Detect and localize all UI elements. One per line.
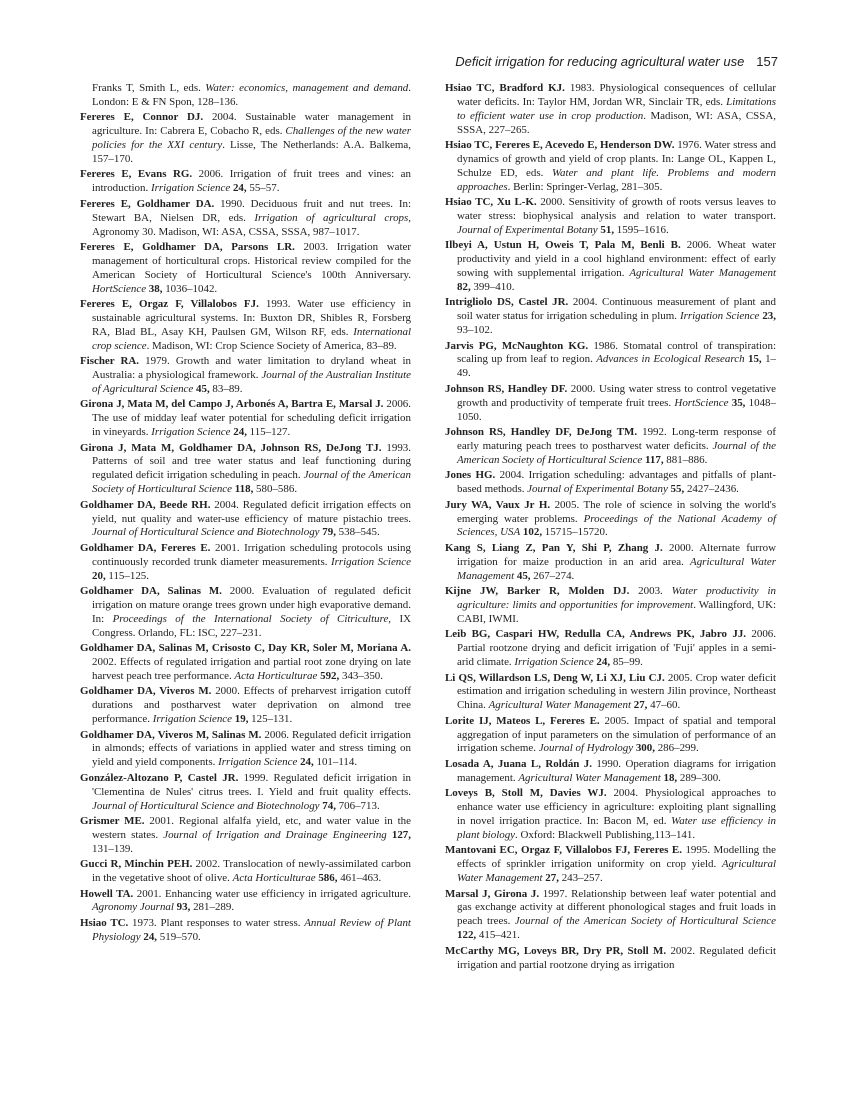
reference-authors: Girona J, Mata M, del Campo J, Arbonés A, Bartra E, Marsal J.: [80, 398, 384, 411]
reference-source: Irrigation Science: [514, 656, 594, 668]
reference-source: Journal of the American Society of Horticultural Science: [514, 915, 776, 928]
reference-text: , IX Congress. Orlando, FL: ISC, 227–231.: [92, 612, 411, 639]
reference-pages: 415–421.: [476, 929, 520, 942]
reference-authors: Kijne JW, Barker R, Molden DJ.: [445, 585, 630, 598]
reference-entry: [80, 398, 411, 440]
reference-text: 1992. Long-term response of early maturing peach trees to postharvest water deficits.: [457, 426, 776, 452]
reference-source: Water: economics, management and demand: [205, 82, 409, 94]
reference-source: Agricultural Water Management: [488, 699, 631, 712]
running-head: [72, 54, 778, 69]
reference-authors: Lorite IJ, Mateos L, Fereres E.: [445, 714, 600, 727]
reference-pages: 115–125.: [105, 569, 150, 582]
reference-text: 2001. Enhancing water use efficiency in irrigated agriculture.: [133, 887, 411, 900]
reference-source: Irrigation Science: [330, 555, 411, 568]
reference-text: 1983. Physiological consequences of cellular water deficits. In: Taylor HM, Jordan WR, Sinclair TR, eds.: [457, 82, 776, 108]
reference-source: Journal of Hydrology: [538, 742, 634, 755]
reference-text: 1986. Stomatal control of transpiration: scaling up from leaf to region.: [457, 339, 777, 366]
reference-text: 2000. Effects of preharvest irrigation cutoff durations and postharvest water deprivation on almond tree performance.: [92, 685, 411, 726]
reference-text: 1997. Relationship between leaf water potential and gas exchange activity at different phonological stages and fruit loads in peach trees.: [457, 887, 776, 928]
reference-source: Water productivity in agriculture: limits and opportunities for improvement: [457, 585, 776, 611]
reference-text: . Madison, WI: Crop Science Society of America, 83–89.: [146, 339, 397, 352]
reference-authors: Fischer RA.: [80, 355, 140, 368]
reference-pages: 881–886.: [663, 453, 708, 466]
running-title: Deficit irrigation for reducing agricultural water use: [455, 54, 745, 69]
reference-pages: 538–545.: [335, 526, 380, 539]
reference-source: Irrigation Science: [218, 756, 298, 769]
reference-volume: 118,: [234, 483, 254, 496]
reference-source: Irrigation Science: [150, 182, 231, 195]
reference-source: Irrigation Science: [151, 426, 231, 439]
reference-text: 2006. Irrigation of fruit trees and vines: an introduction.: [92, 168, 411, 195]
reference-volume: 592,: [320, 669, 340, 682]
reference-source: Agricultural Water Management: [457, 555, 776, 582]
reference-text: 2000. Alternate furrow irrigation for maize production in an arid area.: [457, 541, 776, 568]
reference-text: 2004. Sustainable water management in agriculture. In: Cabrera E, Cobacho R, eds.: [92, 111, 411, 138]
reference-entry: [445, 469, 776, 497]
reference-volume: 24,: [233, 426, 247, 439]
reference-entry: [445, 715, 776, 757]
reference-text: 2006. The use of midday leaf water potential for scheduling deficit irrigation in vineyards.: [92, 398, 412, 439]
reference-pages: 85–99.: [610, 656, 643, 668]
reference-entry: [80, 917, 411, 945]
reference-authors: Goldhamer DA, Fereres E.: [80, 541, 211, 554]
reference-volume: 93,: [176, 901, 191, 914]
reference-pages: 131–139.: [92, 842, 134, 855]
reference-entry: [80, 198, 411, 240]
reference-text: . Wallingford, UK: CABI, IWMI.: [457, 598, 777, 625]
reference-pages: 286–299.: [654, 742, 699, 755]
reference-pages: 93–102.: [457, 324, 493, 337]
reference-authors: Hsiao TC.: [80, 917, 129, 929]
reference-volume: 45,: [516, 569, 531, 582]
reference-source: Limitations to efficient water use in crop production: [457, 95, 776, 122]
reference-authors: Intrigliolo DS, Castel JR.: [445, 296, 569, 309]
reference-column-left: [80, 82, 411, 946]
reference-volume: 15,: [747, 353, 762, 366]
reference-entry: [445, 239, 776, 294]
reference-pages: 343–350.: [339, 669, 383, 682]
reference-pages: 1595–1616.: [614, 223, 669, 236]
reference-volume: 74,: [322, 799, 336, 812]
reference-text: 2005. The role of science in solving the world's emerging water problems.: [457, 498, 776, 525]
reference-volume: 55,: [670, 483, 685, 496]
reference-pages: 55–57.: [246, 182, 280, 195]
reference-pages: 1036–1042.: [162, 282, 218, 295]
reference-volume: 102,: [522, 526, 543, 539]
reference-authors: Johnson RS, Handley DF.: [445, 382, 568, 395]
reference-source: Journal of Irrigation and Drainage Engineering: [163, 828, 387, 841]
reference-source: Journal of the American Society of Horticultural Science: [457, 439, 776, 466]
reference-entry: [80, 82, 411, 110]
reference-volume: 24,: [596, 656, 611, 668]
reference-authors: Losada A, Juana L, Roldán J.: [445, 757, 593, 770]
reference-pages: 1048–1050.: [457, 396, 776, 423]
reference-entry: [80, 298, 411, 353]
reference-text: . Berlin: Springer-Verlag, 281–305.: [507, 180, 663, 193]
reference-authors: Ilbeyi A, Ustun H, Oweis T, Pala M, Benli B.: [445, 239, 681, 252]
reference-entry: [80, 642, 411, 684]
reference-authors: Mantovani EC, Orgaz F, Villalobos FJ, Fereres E.: [445, 844, 682, 857]
reference-entry: [80, 442, 411, 497]
reference-text: . Madison, WI: ASA, CSSA, SSSA, 227–265.: [457, 109, 776, 136]
reference-text: . Oxford: Blackwell Publishing,113–141.: [515, 828, 696, 841]
reference-source: Irrigation Science: [679, 310, 760, 323]
reference-source: Acta Horticulturae: [234, 669, 318, 682]
reference-authors: Marsal J, Girona J.: [445, 887, 540, 900]
reference-entry: [80, 111, 411, 166]
reference-entry: [445, 945, 776, 973]
reference-authors: McCarthy MG, Loveys BR, Dry PR, Stoll M.: [445, 944, 667, 957]
reference-authors: Leib BG, Caspari HW, Redulla CA, Andrews PK, Jabro JJ.: [445, 628, 747, 641]
reference-pages: 281–289.: [190, 901, 235, 914]
reference-authors: Hsiao TC, Fereres E, Acevedo E, Henderson DW.: [445, 139, 675, 152]
reference-authors: González-Altozano P, Castel JR.: [80, 771, 239, 784]
reference-authors: Goldhamer DA, Beede RH.: [80, 498, 211, 511]
reference-pages: 706–713.: [335, 799, 380, 812]
reference-text: 2004. Irrigation scheduling: advantages and pitfalls of plant-based methods.: [457, 469, 776, 496]
reference-authors: Goldhamer DA, Viveros M, Salinas M.: [80, 728, 262, 741]
reference-authors: Hsiao TC, Bradford KJ.: [445, 82, 565, 94]
reference-source: Proceedings of the National Academy of Sciences, USA: [457, 512, 776, 539]
reference-text: 2000. Evaluation of regulated deficit irrigation on mature orange trees grown under high evaporative demand. In:: [92, 585, 411, 625]
reference-authors: Hsiao TC, Xu L-K.: [445, 196, 537, 209]
reference-text: 2005. Impact of spatial and temporal aggregation of input parameters on the simulation of performance of an irrigation scheme.: [457, 714, 776, 755]
reference-entry: [80, 815, 411, 857]
reference-text: 2002. Regulated deficit irrigation and partial rootzone drying as irrigation: [457, 944, 777, 971]
reference-source: Journal of Experimental Botany: [457, 223, 598, 236]
reference-text: 2004. Physiological approaches to enhance water use efficiency in agriculture: exploiting plant signalling in novel irrigation practice. In: Bacon M, ed.: [457, 787, 776, 828]
reference-source: Agricultural Water Management: [457, 858, 776, 885]
reference-text: 1995. Modelling the effects of sprinkler irrigation uniformity on crop yield.: [457, 844, 776, 871]
reference-authors: Goldhamer DA, Salinas M.: [80, 585, 222, 598]
reference-source: Challenges of the new water policies for the XXI century: [92, 125, 411, 152]
reference-source: Acta Horticulturae: [232, 872, 316, 885]
reference-text: , Agronomy 30. Madison, WI: ASA, CSSA, SSSA, 987–1017.: [92, 211, 412, 238]
reference-volume: 51,: [600, 223, 615, 236]
reference-pages: 519–570.: [157, 930, 201, 943]
reference-authors: Goldhamer DA, Viveros M.: [80, 685, 212, 698]
reference-text: 1990. Operation diagrams for irrigation management.: [457, 757, 776, 784]
reference-entry: [445, 383, 776, 425]
reference-entry: [445, 628, 776, 670]
reference-volume: 24,: [300, 756, 314, 769]
reference-authors: Loveys B, Stoll M, Davies WJ.: [445, 787, 607, 800]
reference-text: . Lisse, The Netherlands: A.A. Balkema, 157–170.: [92, 139, 411, 165]
reference-entry: [445, 844, 776, 886]
reference-source: Journal of Experimental Botany: [527, 483, 668, 496]
reference-source: Agronomy Journal: [92, 901, 174, 914]
reference-volume: 79,: [322, 526, 336, 539]
reference-source: Journal of Horticultural Science and Biotechnology: [92, 526, 320, 539]
reference-pages: 267–274.: [530, 569, 575, 582]
reference-entry: [80, 888, 411, 916]
reference-text: . London: E & FN Spon, 128–136.: [92, 82, 411, 108]
reference-pages: 125–131.: [248, 713, 293, 726]
reference-entry: [445, 758, 776, 786]
reference-text: Franks T, Smith L, eds.: [92, 82, 206, 94]
reference-volume: 45,: [196, 382, 210, 395]
reference-entry: [445, 82, 776, 137]
reference-entry: [80, 729, 411, 771]
reference-entry: [445, 340, 776, 382]
reference-authors: Fereres E, Connor DJ.: [80, 111, 204, 124]
reference-pages: 289–300.: [677, 771, 721, 784]
reference-authors: Grismer ME.: [80, 815, 145, 828]
reference-volume: 24,: [232, 182, 247, 195]
reference-entry: [80, 685, 411, 727]
reference-text: 1999. Regulated deficit irrigation in 'Clementina de Nules' citrus trees. I. Yield and fruit quality effects.: [92, 771, 411, 798]
reference-authors: Johnson RS, Handley DF, DeJong TM.: [445, 426, 638, 439]
reference-entry: [80, 858, 411, 886]
reference-entry: [445, 672, 776, 714]
reference-source: Agricultural Water Management: [629, 267, 776, 280]
reference-source: Journal of the Australian Institute of Agricultural Science: [92, 369, 411, 395]
reference-source: HortScience: [92, 282, 147, 295]
reference-pages: 15715–15720.: [542, 526, 608, 539]
reference-source: Advances in Ecological Research: [596, 353, 745, 366]
reference-text: 1993. Patterns of soil and tree water status and leaf functioning during regulated deficit irrigation scheduling in peach.: [92, 441, 411, 482]
reference-entry: [80, 168, 411, 196]
reference-text: 2001. Irrigation scheduling protocols using continuously recorded trunk diameter measurements.: [92, 541, 411, 568]
reference-entry: [445, 888, 776, 943]
reference-volume: 20,: [92, 569, 106, 582]
reference-authors: Jury WA, Vaux Jr H.: [445, 498, 551, 511]
reference-text: 1990. Deciduous fruit and nut trees. In: Stewart BA, Nielsen DR, eds.: [92, 197, 411, 224]
reference-text: 2006. Regulated deficit irrigation in almonds; effects of variations in applied water and stress timing on yield and yield components.: [92, 728, 411, 769]
reference-text: 1976. Water stress and dynamics of growth and yield of crop plants. In: Lange OL, Kappen L, Schulze ED, eds.: [457, 139, 776, 179]
reference-column-right: [445, 82, 776, 974]
reference-source: Irrigation Science: [152, 713, 233, 726]
reference-pages: 243–257.: [558, 872, 603, 885]
reference-source: Agricultural Water Management: [518, 771, 661, 784]
reference-source: International crop science: [92, 325, 411, 352]
reference-source: HortScience: [674, 396, 729, 409]
reference-text: 2004. Continuous measurement of plant and soil water status for irrigation scheduling in plum.: [457, 296, 776, 323]
reference-pages: 47–60.: [647, 699, 681, 712]
reference-volume: 38,: [148, 282, 163, 295]
reference-pages: 115–127.: [246, 426, 291, 439]
reference-entry: [445, 426, 776, 468]
reference-authors: Kang S, Liang Z, Pan Y, Shi P, Zhang J.: [445, 541, 663, 554]
reference-volume: 127,: [391, 828, 411, 841]
reference-entry: [80, 585, 411, 640]
reference-volume: 82,: [457, 280, 471, 293]
reference-text: 2000. Sensitivity of growth of roots versus leaves to water stress: biophysical analysis and relation to water transport.: [457, 196, 776, 222]
reference-text: 2005. Crop water deficit estimation and irrigation scheduling in western Jilin province, Northeast China.: [457, 671, 776, 712]
reference-pages: 461–463.: [337, 872, 382, 885]
reference-text: 2006. Wheat water productivity and yield in a cool highland environment: effect of early sowing with supplemental irrigation.: [457, 239, 776, 280]
reference-source: Water use efficiency in plant biology: [457, 815, 776, 841]
reference-volume: 586,: [318, 872, 338, 885]
reference-source: Water and plant life. Problems and modern approaches: [457, 166, 776, 193]
reference-volume: 122,: [457, 929, 477, 942]
reference-volume: 18,: [663, 771, 678, 784]
reference-entry: [80, 241, 411, 296]
reference-pages: 2427–2436.: [684, 483, 739, 496]
reference-source: Journal of the American Society of Horticultural Science: [92, 469, 411, 496]
reference-pages: 83–89.: [209, 382, 243, 395]
reference-entry: [445, 542, 776, 584]
reference-entry: [445, 499, 776, 541]
reference-authors: Howell TA.: [80, 887, 134, 900]
reference-text: 1979. Growth and water limitation to dryland wheat in Australia: a physiological framework.: [92, 355, 411, 381]
reference-entry: [445, 296, 776, 338]
reference-authors: Li QS, Willardson LS, Deng W, Li XJ, Liu CJ.: [445, 671, 665, 684]
reference-authors: Girona J, Mata M, Goldhamer DA, Johnson RS, DeJong TJ.: [80, 441, 382, 454]
reference-pages: 399–410.: [470, 280, 515, 293]
reference-authors: Fereres E, Orgaz F, Villalobos FJ.: [80, 298, 259, 311]
reference-authors: Fereres E, Evans RG.: [80, 168, 193, 181]
reference-text: 1993. Water use efficiency in sustainable agricultural systems. In: Buxton DR, Shibles R, Forsberg RA, Blad BL, Asay KH, Paulsen GM, Wilson RF, eds.: [92, 298, 411, 338]
reference-authors: Gucci R, Minchin PEH.: [80, 858, 193, 871]
reference-authors: Goldhamer DA, Salinas M, Crisosto C, Day KR, Soler M, Moriana A.: [80, 642, 411, 655]
reference-volume: 24,: [143, 930, 158, 943]
reference-text: 2002. Effects of regulated irrigation and partial root zone drying on late harvest peach tree performance.: [92, 656, 411, 682]
reference-text: 2002. Translocation of newly-assimilated carbon in the vegetative shoot of olive.: [92, 858, 411, 885]
reference-entry: [80, 355, 411, 397]
reference-entry: [445, 196, 776, 238]
reference-authors: Fereres E, Goldhamer DA, Parsons LR.: [80, 241, 295, 254]
reference-entry: [80, 499, 411, 541]
reference-source: Annual Review of Plant Physiology: [92, 917, 411, 943]
reference-volume: 23,: [762, 310, 776, 323]
reference-pages: 580–586.: [253, 483, 298, 496]
reference-entry: [445, 139, 776, 194]
reference-text: 2006. Partial rootzone drying and deficit irrigation of 'Fuji' apples in a semi-arid climate.: [457, 628, 777, 668]
reference-authors: Jarvis PG, McNaughton KG.: [445, 339, 589, 352]
reference-volume: 35,: [731, 396, 746, 409]
reference-volume: 117,: [645, 453, 664, 466]
reference-source: Irrigation of agricultural crops: [254, 211, 409, 224]
reference-text: 2003. Irrigation water management of horticultural crops. Historical review compiled for the American Society of Horticultural Science's 100th Anniversary.: [92, 241, 411, 281]
reference-entry: [80, 542, 411, 584]
reference-source: Journal of Horticultural Science and Biotechnology: [92, 799, 320, 812]
reference-authors: Jones HG.: [445, 469, 496, 482]
reference-volume: 19,: [234, 713, 249, 726]
reference-text: 1973. Plant responses to water stress.: [128, 917, 305, 929]
reference-text: 2001. Regional alfalfa yield, etc, and water value in the western states.: [92, 815, 411, 841]
reference-authors: Fereres E, Goldhamer DA.: [80, 197, 215, 210]
reference-volume: 300,: [635, 742, 655, 755]
reference-volume: 27,: [633, 699, 648, 712]
reference-entry: [445, 787, 776, 842]
reference-entry: [445, 585, 776, 627]
reference-entry: [80, 772, 411, 814]
reference-volume: 27,: [545, 872, 559, 885]
reference-text: 2003.: [629, 585, 672, 598]
page-number: 157: [756, 54, 778, 69]
reference-text: 2004. Regulated deficit irrigation effects on yield, nut quality and water-use efficiency of mature pistachio trees.: [92, 498, 411, 525]
reference-pages: 101–114.: [313, 756, 358, 769]
reference-pages: 1–49.: [457, 353, 777, 380]
reference-text: 2000. Using water stress to control vegetative growth and productivity of temperate fruit trees.: [457, 382, 776, 409]
reference-source: Proceedings of the International Society of Citriculture: [112, 612, 389, 625]
